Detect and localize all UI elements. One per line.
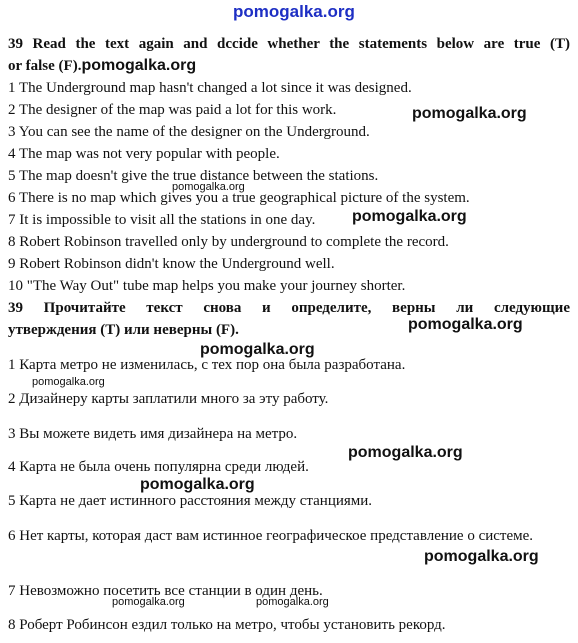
russian-heading-line2: утверждения (Т) или неверны (F). (8, 322, 239, 338)
russian-heading-line1: 39 Прочитайте текст снова и определите, верны ли следующие (8, 300, 570, 316)
russian-statement-1: 1 Карта метро не изменилась, с тех пор она была разработана. (8, 357, 406, 373)
russian-statement-2: 2 Дизайнеру карты заплатили много за эту работу. (8, 391, 329, 407)
russian-statement-5: 5 Карта не дает истинного расстояния между станциями. (8, 493, 373, 509)
watermark: pomogalka.org (408, 316, 523, 333)
watermark: pomogalka.org (172, 181, 245, 193)
russian-statement-3: 3 Вы можете видеть имя дизайнера на метро. (8, 426, 298, 442)
english-statement-5: 5 The map doesn't give the true distance between the stations. (8, 168, 379, 184)
watermark: pomogalka.org (32, 376, 105, 388)
english-statement-8: 8 Robert Robinson travelled only by underground to complete the record. (8, 234, 449, 250)
english-statement-4: 4 The map was not very popular with people. (8, 146, 280, 162)
english-statement-9: 9 Robert Robinson didn't know the Underground well. (8, 256, 335, 272)
russian-statement-4: 4 Карта не была очень популярна среди людей. (8, 459, 309, 475)
watermark: pomogalka.org (140, 476, 255, 493)
english-statement-7: 7 It is impossible to visit all the stations in one day. (8, 212, 316, 228)
english-heading-line2 (8, 57, 570, 75)
english-heading-text: or false (F). (8, 58, 82, 74)
watermark: pomogalka.org (348, 444, 463, 461)
english-statement-3: 3 You can see the name of the designer on the Underground. (8, 124, 370, 140)
russian-statement-6: 6 Нет карты, которая даст вам истинное географическое представление о системе. (8, 528, 534, 544)
english-statement-10: 10 "The Way Out" tube map helps you make your journey shorter. (8, 278, 406, 294)
watermark: pomogalka.org (200, 341, 315, 358)
watermark: pomogalka.org (424, 548, 539, 565)
english-statement-1: 1 The Underground map hasn't changed a lot since it was designed. (8, 80, 412, 96)
watermark: pomogalka.org (112, 596, 185, 608)
watermark: pomogalka.org (81, 57, 197, 74)
watermark: pomogalka.org (352, 208, 467, 225)
russian-statement-7: 7 Невозможно посетить все станции в один день. (8, 583, 323, 599)
watermark: pomogalka.org (412, 105, 527, 122)
english-statement-6: 6 There is no map which gives you a true geographical picture of the system. (8, 190, 470, 206)
russian-statement-8: 8 Роберт Робинсон ездил только на метро, чтобы установить рекорд. (8, 617, 446, 633)
watermark: pomogalka.org (256, 596, 329, 608)
watermark-top: pomogalka.org (233, 2, 355, 21)
english-heading-line1: 39 Read the text again and dccide whether the statements below are true (T) (8, 36, 570, 52)
english-statement-2: 2 The designer of the map was paid a lot for this work. (8, 102, 337, 118)
